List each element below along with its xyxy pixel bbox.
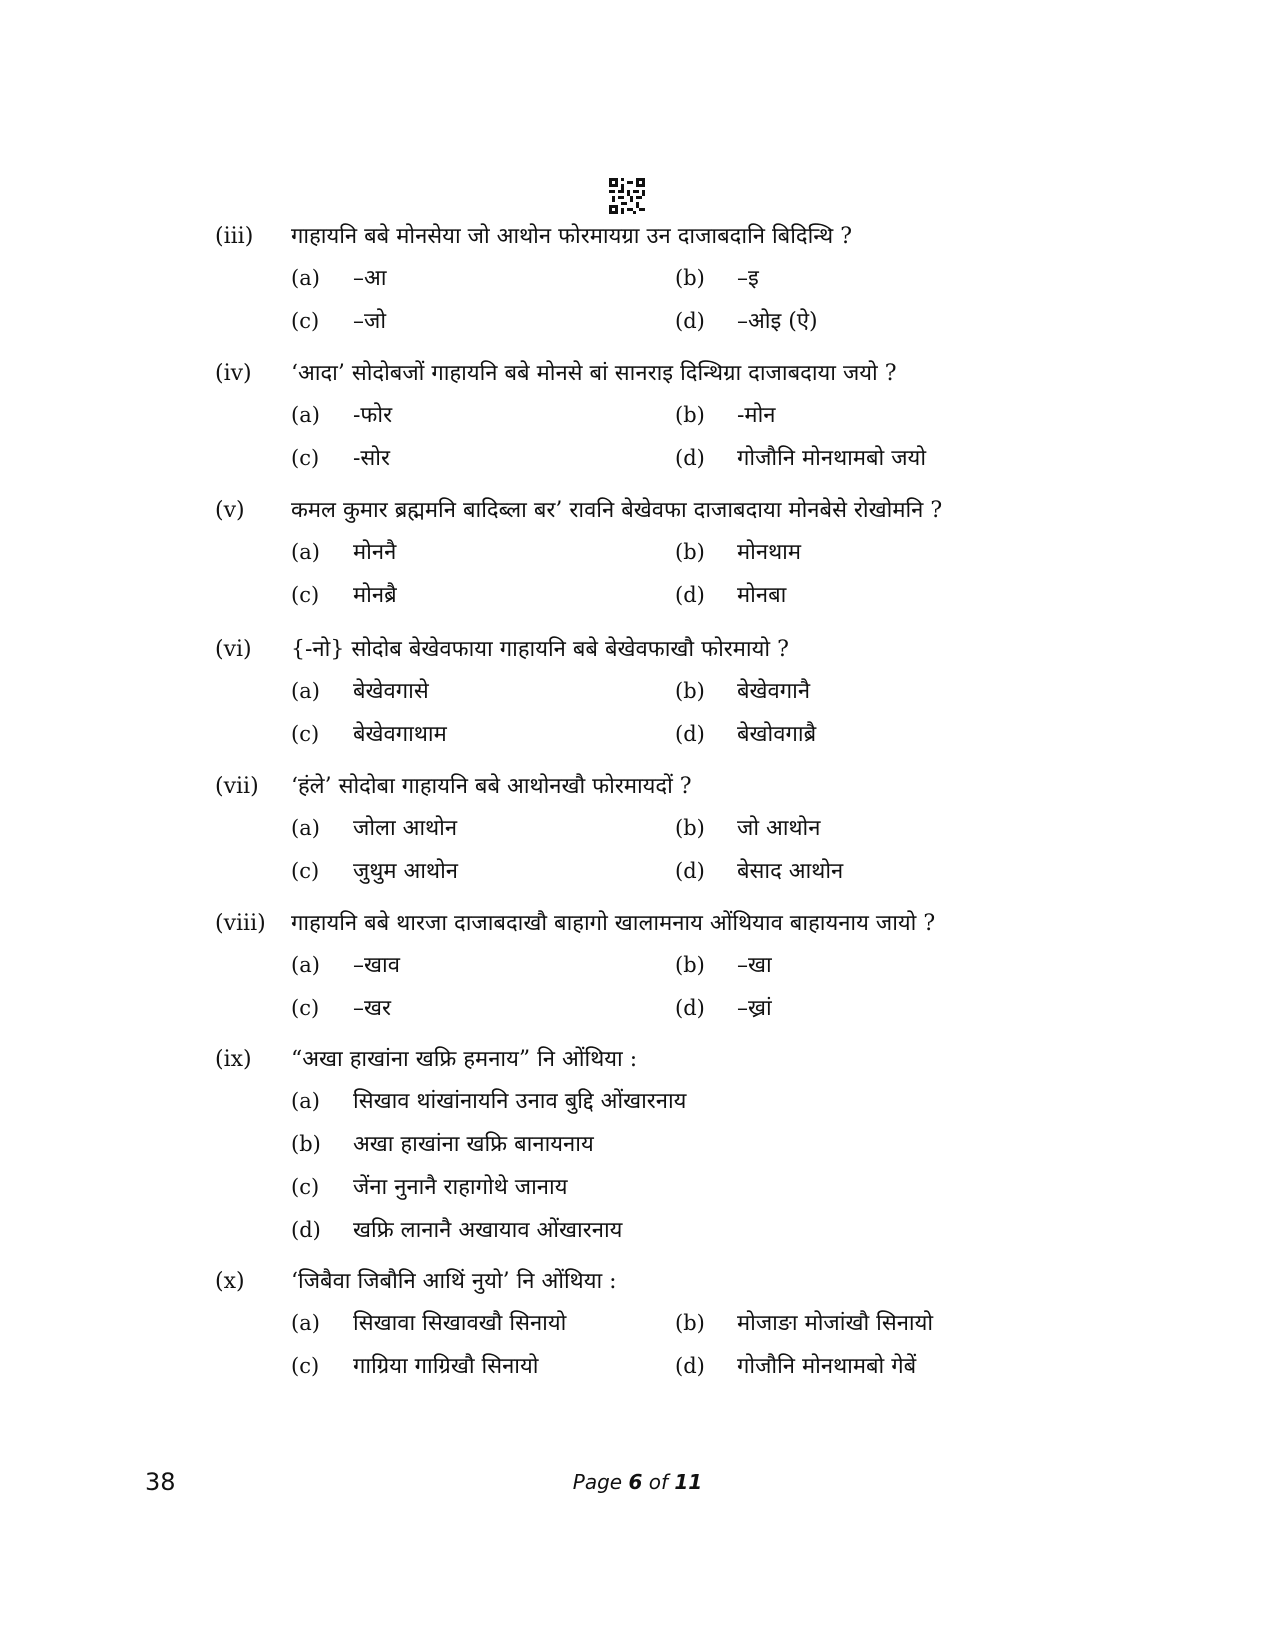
option-d	[675, 1350, 1059, 1380]
option-label: (c)	[291, 446, 320, 470]
question-number: (x)	[215, 1269, 245, 1294]
option-text: जो आथोन	[737, 816, 821, 841]
option-label: (b)	[675, 679, 705, 703]
option-label: (b)	[675, 403, 705, 427]
option-d	[291, 1214, 622, 1244]
question-text: कमल कुमार ब्रह्ममनि बादिब्ला बर’ रावनि बेखेवफा दाजाबदाया मोनबेसे रोखोमनि ?	[291, 498, 943, 523]
option-text: बेसाद आथोन	[737, 859, 844, 884]
option-c	[291, 1171, 567, 1201]
option-c	[291, 1350, 675, 1380]
question-v	[215, 494, 1075, 622]
option-label: (a)	[291, 679, 320, 703]
page-prefix: Page	[572, 1470, 629, 1494]
option-b	[675, 399, 1059, 429]
question-text: ‘जिबैवा जिबौनि आथिं नुयो’ नि ओंथिया :	[291, 1269, 617, 1294]
question-number: (ix)	[215, 1047, 252, 1072]
option-label: (d)	[675, 446, 705, 470]
option-label: (d)	[675, 309, 705, 333]
option-text: जोला आथोन	[353, 816, 458, 841]
question-ix	[215, 1043, 1075, 1257]
option-label: (d)	[675, 722, 705, 746]
option-d	[675, 579, 1059, 609]
option-b	[291, 1128, 594, 1158]
option-text: –इ	[737, 266, 759, 291]
option-label: (c)	[291, 1175, 320, 1199]
option-label: (c)	[291, 583, 320, 607]
option-a	[291, 1085, 686, 1115]
option-text: –खर	[353, 996, 391, 1021]
option-d	[675, 305, 1059, 335]
option-label: (b)	[675, 266, 705, 290]
option-text: खफ्रि लानानै अखायाव ओंखारनाय	[353, 1218, 623, 1243]
question-number: (iii)	[215, 224, 254, 249]
option-text: अखा हाखांना खफ्रि बानायनाय	[353, 1132, 594, 1157]
question-number: (vi)	[215, 637, 252, 662]
question-x	[215, 1265, 1075, 1393]
option-text: मोनबा	[737, 583, 787, 608]
option-b	[675, 675, 1059, 705]
option-label: (a)	[291, 403, 320, 427]
option-label: (b)	[675, 1311, 705, 1335]
option-text: बेखोवगाब्रै	[737, 722, 817, 747]
option-text: -मोन	[737, 403, 776, 428]
option-text: जेंना नुनानै राहागोथे जानाय	[353, 1175, 568, 1200]
option-c	[291, 305, 675, 335]
option-label: (b)	[675, 540, 705, 564]
question-viii	[215, 907, 1075, 1035]
option-d	[675, 442, 1059, 472]
option-label: (a)	[291, 1311, 320, 1335]
option-a	[291, 1307, 675, 1337]
option-a	[291, 675, 675, 705]
option-label: (a)	[291, 1089, 320, 1113]
option-text: सिखाव थांखांनायनि उनाव बुद्दि ओंखारनाय	[353, 1089, 687, 1114]
option-text: –खाव	[353, 953, 400, 978]
option-text: –खा	[737, 953, 772, 978]
option-label: (a)	[291, 540, 320, 564]
option-d	[675, 992, 1059, 1022]
option-label: (a)	[291, 266, 320, 290]
qr-code-icon	[609, 178, 645, 214]
option-c	[291, 992, 675, 1022]
question-vii	[215, 770, 1075, 898]
option-a	[291, 949, 675, 979]
option-label: (b)	[675, 816, 705, 840]
option-b	[675, 536, 1059, 566]
question-text: ‘हंले’ सोदोबा गाहायनि बबे आथोनखौ फोरमायदों ?	[291, 774, 692, 799]
option-text: –जो	[353, 309, 387, 334]
option-text: गोजौनि मोनथामबो जयो	[737, 446, 927, 471]
paper-code: 38	[145, 1468, 176, 1496]
option-text: –ख्रां	[737, 996, 772, 1021]
question-number: (iv)	[215, 361, 252, 386]
question-iv	[215, 357, 1075, 485]
option-c	[291, 718, 675, 748]
option-text: जुथुम आथोन	[353, 859, 458, 884]
option-text: –ओइ (ऐ)	[737, 309, 818, 334]
question-text: गाहायनि बबे मोनसेया जो आथोन फोरमायग्रा उन दाजाबदानि बिदिन्थि ?	[291, 224, 853, 249]
option-a	[291, 812, 675, 842]
question-text: गाहायनि बबे थारजा दाजाबदाखौ बाहागो खालामनाय ओंथियाव बाहायनाय जायो ?	[291, 911, 936, 936]
page-total: 11	[674, 1470, 703, 1494]
option-text: -फोर	[353, 403, 393, 428]
option-d	[675, 718, 1059, 748]
option-a	[291, 536, 675, 566]
page-indicator	[0, 1470, 1275, 1494]
option-text: मोननै	[353, 540, 397, 565]
option-text: सिखावा सिखावखौ सिनायो	[353, 1311, 567, 1336]
option-text: बेखेवगासे	[353, 679, 429, 704]
page-separator: of	[642, 1470, 675, 1494]
option-text: मोजाङा मोजांखौ सिनायो	[737, 1311, 934, 1336]
option-a	[291, 262, 675, 292]
option-label: (c)	[291, 859, 320, 883]
option-label: (a)	[291, 816, 320, 840]
option-b	[675, 949, 1059, 979]
option-text: मोनथाम	[737, 540, 801, 565]
option-label: (b)	[675, 953, 705, 977]
option-label: (c)	[291, 996, 320, 1020]
option-text: –आ	[353, 266, 387, 291]
question-number: (viii)	[215, 911, 266, 936]
option-b	[675, 1307, 1059, 1337]
option-d	[675, 855, 1059, 885]
option-text: -सोर	[353, 446, 391, 471]
option-label: (b)	[291, 1132, 321, 1156]
option-label: (d)	[675, 996, 705, 1020]
option-label: (d)	[291, 1218, 321, 1242]
option-text: मोनब्रै	[353, 583, 397, 608]
option-label: (c)	[291, 1354, 320, 1378]
question-iii	[215, 220, 1075, 348]
option-text: बेखेवगाथाम	[353, 722, 447, 747]
option-c	[291, 442, 675, 472]
question-vi	[215, 633, 1075, 761]
option-label: (a)	[291, 953, 320, 977]
option-b	[675, 812, 1059, 842]
option-text: गोजौनि मोनथामबो गेबें	[737, 1354, 917, 1379]
option-label: (d)	[675, 1354, 705, 1378]
option-label: (c)	[291, 309, 320, 333]
question-text: {-नो} सोदोब बेखेवफाया गाहायनि बबे बेखेवफाखौ फोरमायो ?	[291, 637, 789, 662]
question-text: “अखा हाखांना खफ्रि हमनाय” नि ओंथिया :	[291, 1047, 638, 1072]
question-number: (v)	[215, 498, 245, 523]
option-label: (c)	[291, 722, 320, 746]
question-text: ‘आदा’ सोदोबजों गाहायनि बबे मोनसे बां सानराइ दिन्थिग्रा दाजाबदाया जयो ?	[291, 361, 897, 386]
page-current: 6	[628, 1470, 643, 1494]
option-text: बेखेवगानै	[737, 679, 811, 704]
option-b	[675, 262, 1059, 292]
option-text: गाग्रिया गाग्रिखौ सिनायो	[353, 1354, 539, 1379]
question-number: (vii)	[215, 774, 259, 799]
option-c	[291, 855, 675, 885]
option-label: (d)	[675, 583, 705, 607]
option-c	[291, 579, 675, 609]
option-a	[291, 399, 675, 429]
option-label: (d)	[675, 859, 705, 883]
